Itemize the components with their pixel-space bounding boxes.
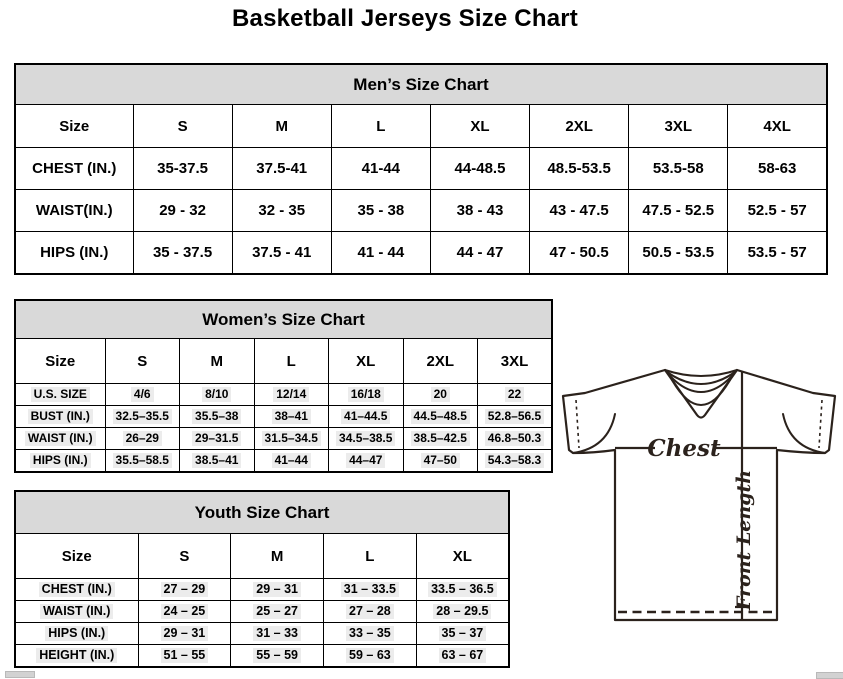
col-header: M <box>180 339 255 384</box>
cell <box>403 428 478 450</box>
table-row <box>15 579 509 601</box>
row-label-text: WAIST (IN.) <box>40 604 113 620</box>
table-row <box>15 623 509 645</box>
cell-value: 29 – 31 <box>161 626 209 642</box>
row-label-text: HIPS (IN.) <box>45 626 108 642</box>
row-label: CHEST (IN.) <box>15 148 133 190</box>
table-row <box>15 148 827 190</box>
cell <box>403 450 478 473</box>
cell-value: 47–50 <box>421 453 460 468</box>
col-header: Size <box>15 105 133 148</box>
cell-value: 25 – 27 <box>253 604 301 620</box>
cell-value: 52.8–56.5 <box>485 409 544 424</box>
mens-size-table <box>14 63 828 275</box>
cell <box>254 428 329 450</box>
row-label <box>15 645 138 668</box>
col-header: L <box>324 534 417 579</box>
cell-value: 29–31.5 <box>192 431 241 446</box>
cell <box>138 601 231 623</box>
cell: 29 - 32 <box>133 190 232 232</box>
cell: 38 - 43 <box>430 190 529 232</box>
col-header: L <box>331 105 430 148</box>
row-label <box>15 601 138 623</box>
col-header: XL <box>416 534 509 579</box>
table-row <box>15 232 827 275</box>
col-header: 2XL <box>403 339 478 384</box>
cell-value: 38–41 <box>272 409 311 424</box>
row-label <box>15 623 138 645</box>
col-header: S <box>133 105 232 148</box>
scrollbar-stub-left[interactable] <box>5 671 35 678</box>
cell: 41 - 44 <box>331 232 430 275</box>
cell-value: 51 – 55 <box>161 648 209 664</box>
row-label <box>15 428 105 450</box>
cell <box>180 450 255 473</box>
cell <box>231 623 324 645</box>
cell <box>478 384 553 406</box>
col-header: M <box>231 534 324 579</box>
chest-label: Chest <box>647 435 721 462</box>
cell <box>180 428 255 450</box>
youth-size-table <box>14 490 510 668</box>
cell <box>105 428 180 450</box>
col-header: XL <box>430 105 529 148</box>
table-row <box>15 190 827 232</box>
cell <box>403 384 478 406</box>
row-label-text: BUST (IN.) <box>28 409 93 424</box>
cell-value: 31 – 33 <box>253 626 301 642</box>
cell: 44 - 47 <box>430 232 529 275</box>
cell-value: 59 – 63 <box>346 648 394 664</box>
cell-value: 35 – 37 <box>439 626 487 642</box>
cell: 35 - 37.5 <box>133 232 232 275</box>
cell-value: 16/18 <box>348 387 384 402</box>
cell <box>180 406 255 428</box>
table-row <box>15 428 552 450</box>
row-label-text: HIPS (IN.) <box>30 453 91 468</box>
cell <box>254 406 329 428</box>
youth-table-title: Youth Size Chart <box>15 491 509 534</box>
cell <box>329 450 404 473</box>
cell <box>105 406 180 428</box>
col-header: S <box>138 534 231 579</box>
cell <box>105 450 180 473</box>
cell <box>254 450 329 473</box>
cell <box>231 645 324 668</box>
cell <box>138 623 231 645</box>
cell <box>329 428 404 450</box>
cell <box>416 601 509 623</box>
cell-value: 27 – 28 <box>346 604 394 620</box>
mens-table-title: Men’s Size Chart <box>15 64 827 105</box>
col-header: Size <box>15 339 105 384</box>
table-row <box>15 339 552 384</box>
cell-value: 22 <box>505 387 524 402</box>
row-label-text: WAIST (IN.) <box>25 431 96 446</box>
cell-value: 41–44.5 <box>341 409 390 424</box>
cell <box>231 579 324 601</box>
cell-value: 27 – 29 <box>161 582 209 598</box>
page-title: Basketball Jerseys Size Chart <box>232 5 578 32</box>
womens-size-table <box>14 299 553 473</box>
cell <box>329 406 404 428</box>
cell-value: 4/6 <box>131 387 154 402</box>
cell: 50.5 - 53.5 <box>629 232 728 275</box>
row-label <box>15 450 105 473</box>
cell: 44-48.5 <box>430 148 529 190</box>
col-header: Size <box>15 534 138 579</box>
cell: 41-44 <box>331 148 430 190</box>
cell: 52.5 - 57 <box>728 190 827 232</box>
table-row <box>15 601 509 623</box>
row-label <box>15 384 105 406</box>
cell-value: 55 – 59 <box>253 648 301 664</box>
cell-value: 63 – 67 <box>439 648 487 664</box>
cell-value: 34.5–38.5 <box>336 431 395 446</box>
cell <box>478 406 553 428</box>
scrollbar-stub-right[interactable] <box>816 672 843 679</box>
cell <box>416 645 509 668</box>
jersey-measurement-diagram <box>556 356 843 646</box>
cell-value: 26–29 <box>123 431 162 446</box>
cell-value: 46.8–50.3 <box>485 431 544 446</box>
cell-value: 31 – 33.5 <box>341 582 399 598</box>
col-header: S <box>105 339 180 384</box>
cell: 47 - 50.5 <box>530 232 629 275</box>
cell-value: 8/10 <box>202 387 231 402</box>
col-header: 3XL <box>478 339 553 384</box>
cell-value: 29 – 31 <box>253 582 301 598</box>
col-header: 2XL <box>530 105 629 148</box>
cell: 37.5 - 41 <box>232 232 331 275</box>
cell <box>329 384 404 406</box>
cell <box>324 601 417 623</box>
table-row <box>15 450 552 473</box>
row-label: WAIST(IN.) <box>15 190 133 232</box>
cell-value: 54.3–58.3 <box>485 453 544 468</box>
cell <box>324 579 417 601</box>
table-row <box>15 645 509 668</box>
cell <box>105 384 180 406</box>
cell-value: 41–44 <box>272 453 311 468</box>
cell-value: 12/14 <box>273 387 309 402</box>
cell-value: 24 – 25 <box>161 604 209 620</box>
row-label-text: HEIGHT (IN.) <box>36 648 117 664</box>
cell-value: 31.5–34.5 <box>262 431 321 446</box>
womens-table-title: Women’s Size Chart <box>15 300 552 339</box>
row-label-text: CHEST (IN.) <box>39 582 115 598</box>
cell <box>138 579 231 601</box>
cell-value: 44–47 <box>346 453 385 468</box>
cell <box>403 406 478 428</box>
front-length-label: Front Length <box>733 469 755 611</box>
cell-value: 35.5–38 <box>192 409 241 424</box>
cell-value: 33.5 – 36.5 <box>428 582 497 598</box>
cell <box>478 450 553 473</box>
cell <box>324 623 417 645</box>
table-row <box>15 534 509 579</box>
cell-value: 38.5–41 <box>192 453 241 468</box>
cell <box>180 384 255 406</box>
col-header: L <box>254 339 329 384</box>
cell: 37.5-41 <box>232 148 331 190</box>
cell <box>254 384 329 406</box>
cell-value: 33 – 35 <box>346 626 394 642</box>
cell-value: 44.5–48.5 <box>411 409 470 424</box>
cell: 35 - 38 <box>331 190 430 232</box>
cell: 43 - 47.5 <box>530 190 629 232</box>
col-header: M <box>232 105 331 148</box>
jersey-outline <box>563 370 835 620</box>
col-header: 3XL <box>629 105 728 148</box>
cell: 35-37.5 <box>133 148 232 190</box>
cell: 32 - 35 <box>232 190 331 232</box>
col-header: 4XL <box>728 105 827 148</box>
cell: 53.5-58 <box>629 148 728 190</box>
row-label <box>15 406 105 428</box>
cell <box>231 601 324 623</box>
cell: 48.5-53.5 <box>530 148 629 190</box>
cell-value: 20 <box>431 387 450 402</box>
cell <box>478 428 553 450</box>
cell: 53.5 - 57 <box>728 232 827 275</box>
cell <box>324 645 417 668</box>
row-label-text: U.S. SIZE <box>31 387 90 402</box>
col-header: XL <box>329 339 404 384</box>
table-row <box>15 105 827 148</box>
cell-value: 38.5–42.5 <box>411 431 470 446</box>
cell <box>416 623 509 645</box>
row-label <box>15 579 138 601</box>
cell: 58-63 <box>728 148 827 190</box>
cell <box>416 579 509 601</box>
row-label: HIPS (IN.) <box>15 232 133 275</box>
table-row <box>15 406 552 428</box>
cell <box>138 645 231 668</box>
cell: 47.5 - 52.5 <box>629 190 728 232</box>
table-row <box>15 384 552 406</box>
cell-value: 35.5–58.5 <box>113 453 172 468</box>
cell-value: 32.5–35.5 <box>113 409 172 424</box>
cell-value: 28 – 29.5 <box>433 604 491 620</box>
